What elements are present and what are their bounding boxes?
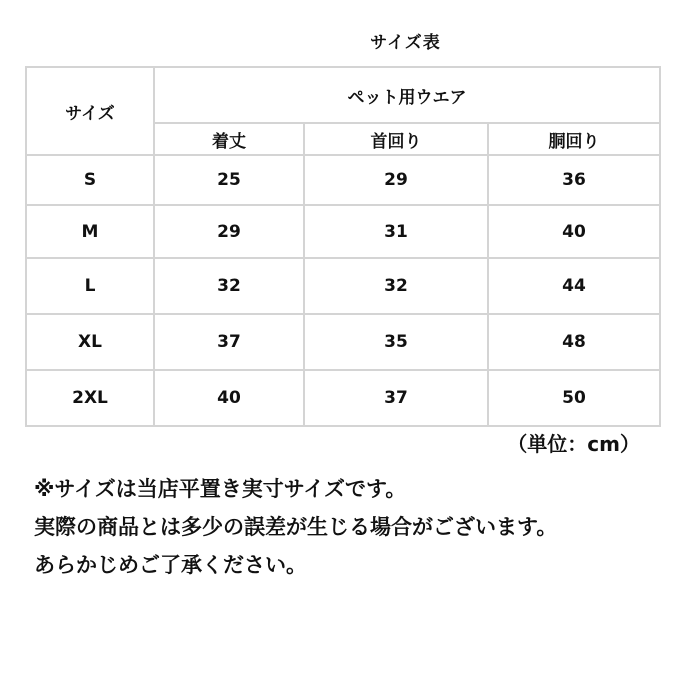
neck-value: 32 [304, 258, 488, 314]
chest-value: 48 [488, 314, 660, 370]
chest-column-header: 胴回り [488, 123, 660, 155]
size-column-header: サイズ [26, 67, 154, 155]
length-value: 29 [154, 205, 304, 258]
note-line: あらかじめご了承ください。 [34, 553, 307, 577]
size-label: M [26, 205, 154, 258]
neck-value: 31 [304, 205, 488, 258]
neck-value: 29 [304, 155, 488, 205]
note-line: 実際の商品とは多少の誤差が生じる場合がございます。 [34, 515, 558, 539]
size-label: S [26, 155, 154, 205]
neck-column-header: 首回り [304, 123, 488, 155]
table-header-row [26, 67, 660, 123]
table-row [26, 155, 660, 205]
chest-value: 36 [488, 155, 660, 205]
length-value: 37 [154, 314, 304, 370]
note-line: ※サイズは当店平置き実寸サイズです。 [34, 477, 407, 501]
table-row [26, 370, 660, 426]
chest-value: 40 [488, 205, 660, 258]
neck-value: 37 [304, 370, 488, 426]
unit-label: （単位：cm） [507, 432, 640, 456]
length-value: 25 [154, 155, 304, 205]
chest-value: 50 [488, 370, 660, 426]
neck-value: 35 [304, 314, 488, 370]
length-value: 32 [154, 258, 304, 314]
size-label: L [26, 258, 154, 314]
table-row [26, 205, 660, 258]
size-label: 2XL [26, 370, 154, 426]
size-notes [34, 470, 557, 584]
table-row [26, 314, 660, 370]
table-row [26, 258, 660, 314]
size-table [25, 66, 661, 427]
chest-value: 44 [488, 258, 660, 314]
size-chart-title: サイズ表 [370, 33, 441, 53]
pet-wear-group-header: ペット用ウエア [154, 67, 660, 123]
length-value: 40 [154, 370, 304, 426]
size-label: XL [26, 314, 154, 370]
length-column-header: 着丈 [154, 123, 304, 155]
